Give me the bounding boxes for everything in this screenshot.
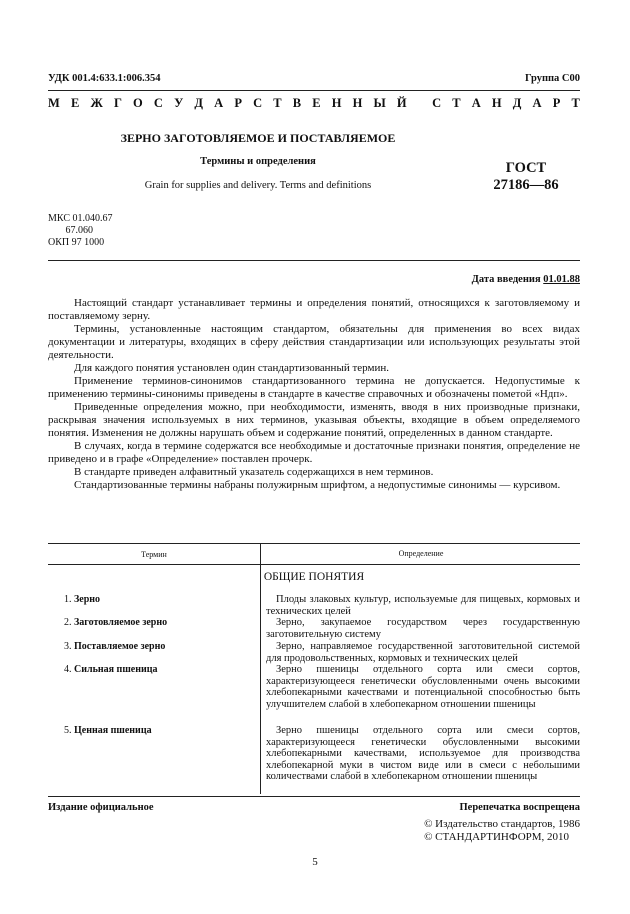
- copyright-line: © Издательство стандартов, 1986: [424, 818, 580, 830]
- heading-letter: Р: [234, 96, 242, 110]
- intro-paragraph: Настоящий стандарт устанавливает термины и определения понятий, относящихся к заготовляемому и поставляемому зерну.: [48, 297, 580, 322]
- mks-code-2: 67.060: [48, 225, 93, 236]
- heading-letter: Р: [552, 96, 561, 110]
- term-number: 5.: [64, 725, 74, 736]
- term-row-2: [64, 617, 254, 628]
- okp-code: ОКП 97 1000: [48, 237, 105, 248]
- heading-letter: С: [253, 96, 263, 110]
- definition-text: Зерно, направляемое государственной заготовительной системой для продовольственных, кормовых и технических целей: [266, 641, 580, 664]
- term-row-1: [64, 594, 254, 605]
- intro-paragraph: Применение терминов-синонимов стандартизованного термина не допускается. Недопустимые к применению термины-синонимы приведены в стандарте в качестве справочных и обозначены пометой «Ндп».: [48, 375, 580, 400]
- heading-letter: Ж: [90, 96, 103, 110]
- term-number: 3.: [64, 641, 74, 652]
- heading-letter: Т: [571, 96, 580, 110]
- heading-letter: А: [471, 96, 481, 110]
- table-header: [48, 543, 580, 565]
- copyright-block: [424, 818, 580, 844]
- heading-letter: С: [153, 96, 163, 110]
- term-name: Ценная пшеница: [74, 725, 152, 736]
- classification-codes: [48, 213, 112, 249]
- reprint-notice: Перепечатка воспрещена: [459, 802, 580, 813]
- definition-row-3: [266, 641, 580, 664]
- heading-letter: Д: [194, 96, 204, 110]
- definition-text: Зерно пшеницы отдельного сорта или смеси сортов, характеризующееся генетически обусловленными очень высокими хлебопекарными качествами и потенциальной способностью быть улучшителем слабой в хлебопекарном отношении пшеницы: [266, 664, 580, 710]
- term-row-3: [64, 641, 254, 652]
- definition-row-1: [266, 594, 580, 617]
- heading-letter: М: [48, 96, 60, 110]
- definition-text: Зерно, закупаемое государством через государственную заготовительную систему: [266, 617, 580, 640]
- term-number: 1.: [64, 594, 74, 605]
- intro-paragraph: Стандартизованные термины набраны полужирным шрифтом, а недопустимые синонимы — курсивом.: [74, 479, 561, 491]
- heading-letter: Н: [352, 96, 363, 110]
- column-header-term: Термин: [141, 550, 167, 559]
- heading-letter: У: [174, 96, 184, 110]
- heading-letter: [418, 96, 421, 111]
- intro-paragraph: В стандарте приведен алфавитный указатель содержащихся в нем терминов.: [74, 466, 434, 478]
- heading-letter: Е: [312, 96, 321, 110]
- intro-paragraph: Термины, установленные настоящим стандартом, обязательны для применения во всех видах документации и литературы, входящих в сферу действия стандартизации или использующих результаты этой деятельности.: [48, 323, 580, 361]
- gost-designation: [476, 160, 576, 194]
- interstate-standard-heading: [48, 96, 580, 111]
- gost-label: ГОСТ: [505, 160, 547, 176]
- group-code: Группа С00: [524, 73, 580, 84]
- heading-letter: Й: [396, 96, 407, 110]
- column-divider: [260, 563, 261, 794]
- heading-letter: В: [292, 96, 302, 110]
- introduction-date: [472, 274, 580, 285]
- heading-letter: Д: [512, 96, 522, 110]
- heading-letter: Ы: [373, 96, 386, 110]
- definition-row-2: [266, 617, 580, 640]
- definition-row-4: [266, 664, 580, 710]
- header-rule: [48, 90, 580, 91]
- heading-letter: Н: [491, 96, 502, 110]
- official-edition: Издание официальное: [48, 802, 154, 813]
- codes-rule: [48, 260, 580, 261]
- heading-letter: О: [133, 96, 143, 110]
- term-number: 4.: [64, 664, 74, 675]
- date-value: 01.01.88: [543, 274, 580, 285]
- term-number: 2.: [64, 617, 74, 628]
- heading-letter: А: [532, 96, 542, 110]
- footer-rule: [48, 796, 580, 797]
- term-name: Поставляемое зерно: [74, 641, 166, 652]
- english-title: Grain for supplies and delivery. Terms and definitions: [144, 180, 372, 191]
- term-name: Сильная пшеница: [74, 664, 158, 675]
- document-subtitle: Термины и определения: [200, 156, 316, 167]
- section-heading: ОБЩИЕ ПОНЯТИЯ: [263, 571, 365, 583]
- heading-letter: Н: [331, 96, 342, 110]
- document-title: ЗЕРНО ЗАГОТОВЛЯЕМОЕ И ПОСТАВЛЯЕМОЕ: [120, 131, 396, 145]
- date-label: Дата введения: [471, 274, 544, 285]
- intro-paragraph: Для каждого понятия установлен один стандартизованный термин.: [74, 362, 389, 374]
- introduction-text: [48, 297, 580, 492]
- term-row-5: [64, 725, 254, 736]
- heading-letter: Г: [113, 96, 122, 110]
- term-name: Заготовляемое зерно: [74, 617, 168, 628]
- term-name: Зерно: [74, 594, 101, 605]
- column-header-definition: Определение: [260, 544, 581, 564]
- page-number: 5: [312, 856, 318, 868]
- heading-letter: С: [432, 96, 442, 110]
- intro-paragraph: В случаях, когда в термине содержатся все необходимые и достаточные признаки понятия, определение не приведено и в графе «Определение» поставлен прочерк.: [48, 440, 580, 465]
- heading-letter: Т: [452, 96, 461, 110]
- heading-letter: А: [214, 96, 224, 110]
- definition-text: Плоды злаковых культур, используемые для пищевых, кормовых и технических целей: [266, 594, 580, 617]
- term-row-4: [64, 664, 254, 675]
- udk-code: УДК 001.4:633.1:006.354: [48, 73, 161, 84]
- intro-paragraph: Приведенные определения можно, при необходимости, изменять, вводя в них производные признаки, раскрывая значения используемых в них терминов, указывая объекты, входящие в объем определяемого понятия. Изменения не должны нарушать объем и содержание понятий, определенных в данном стандарте.: [48, 401, 580, 439]
- copyright-line: © СТАНДАРТИНФОРМ, 2010: [424, 831, 570, 843]
- gost-number: 27186—86: [493, 177, 559, 193]
- definition-row-5: [266, 725, 580, 783]
- definition-text: Зерно пшеницы отдельного сорта или смеси сортов, характеризующееся генетически обусловленными высокими хлебопекарными качествами, используемое для производства хлебопекарной муки в чистом виде или в смеси с небольшими количествами слабой в хлебопекарном отношении пшеницы: [266, 725, 580, 782]
- heading-letter: Т: [273, 96, 282, 110]
- mks-code: МКС 01.040.67: [48, 213, 113, 224]
- heading-letter: Е: [70, 96, 80, 110]
